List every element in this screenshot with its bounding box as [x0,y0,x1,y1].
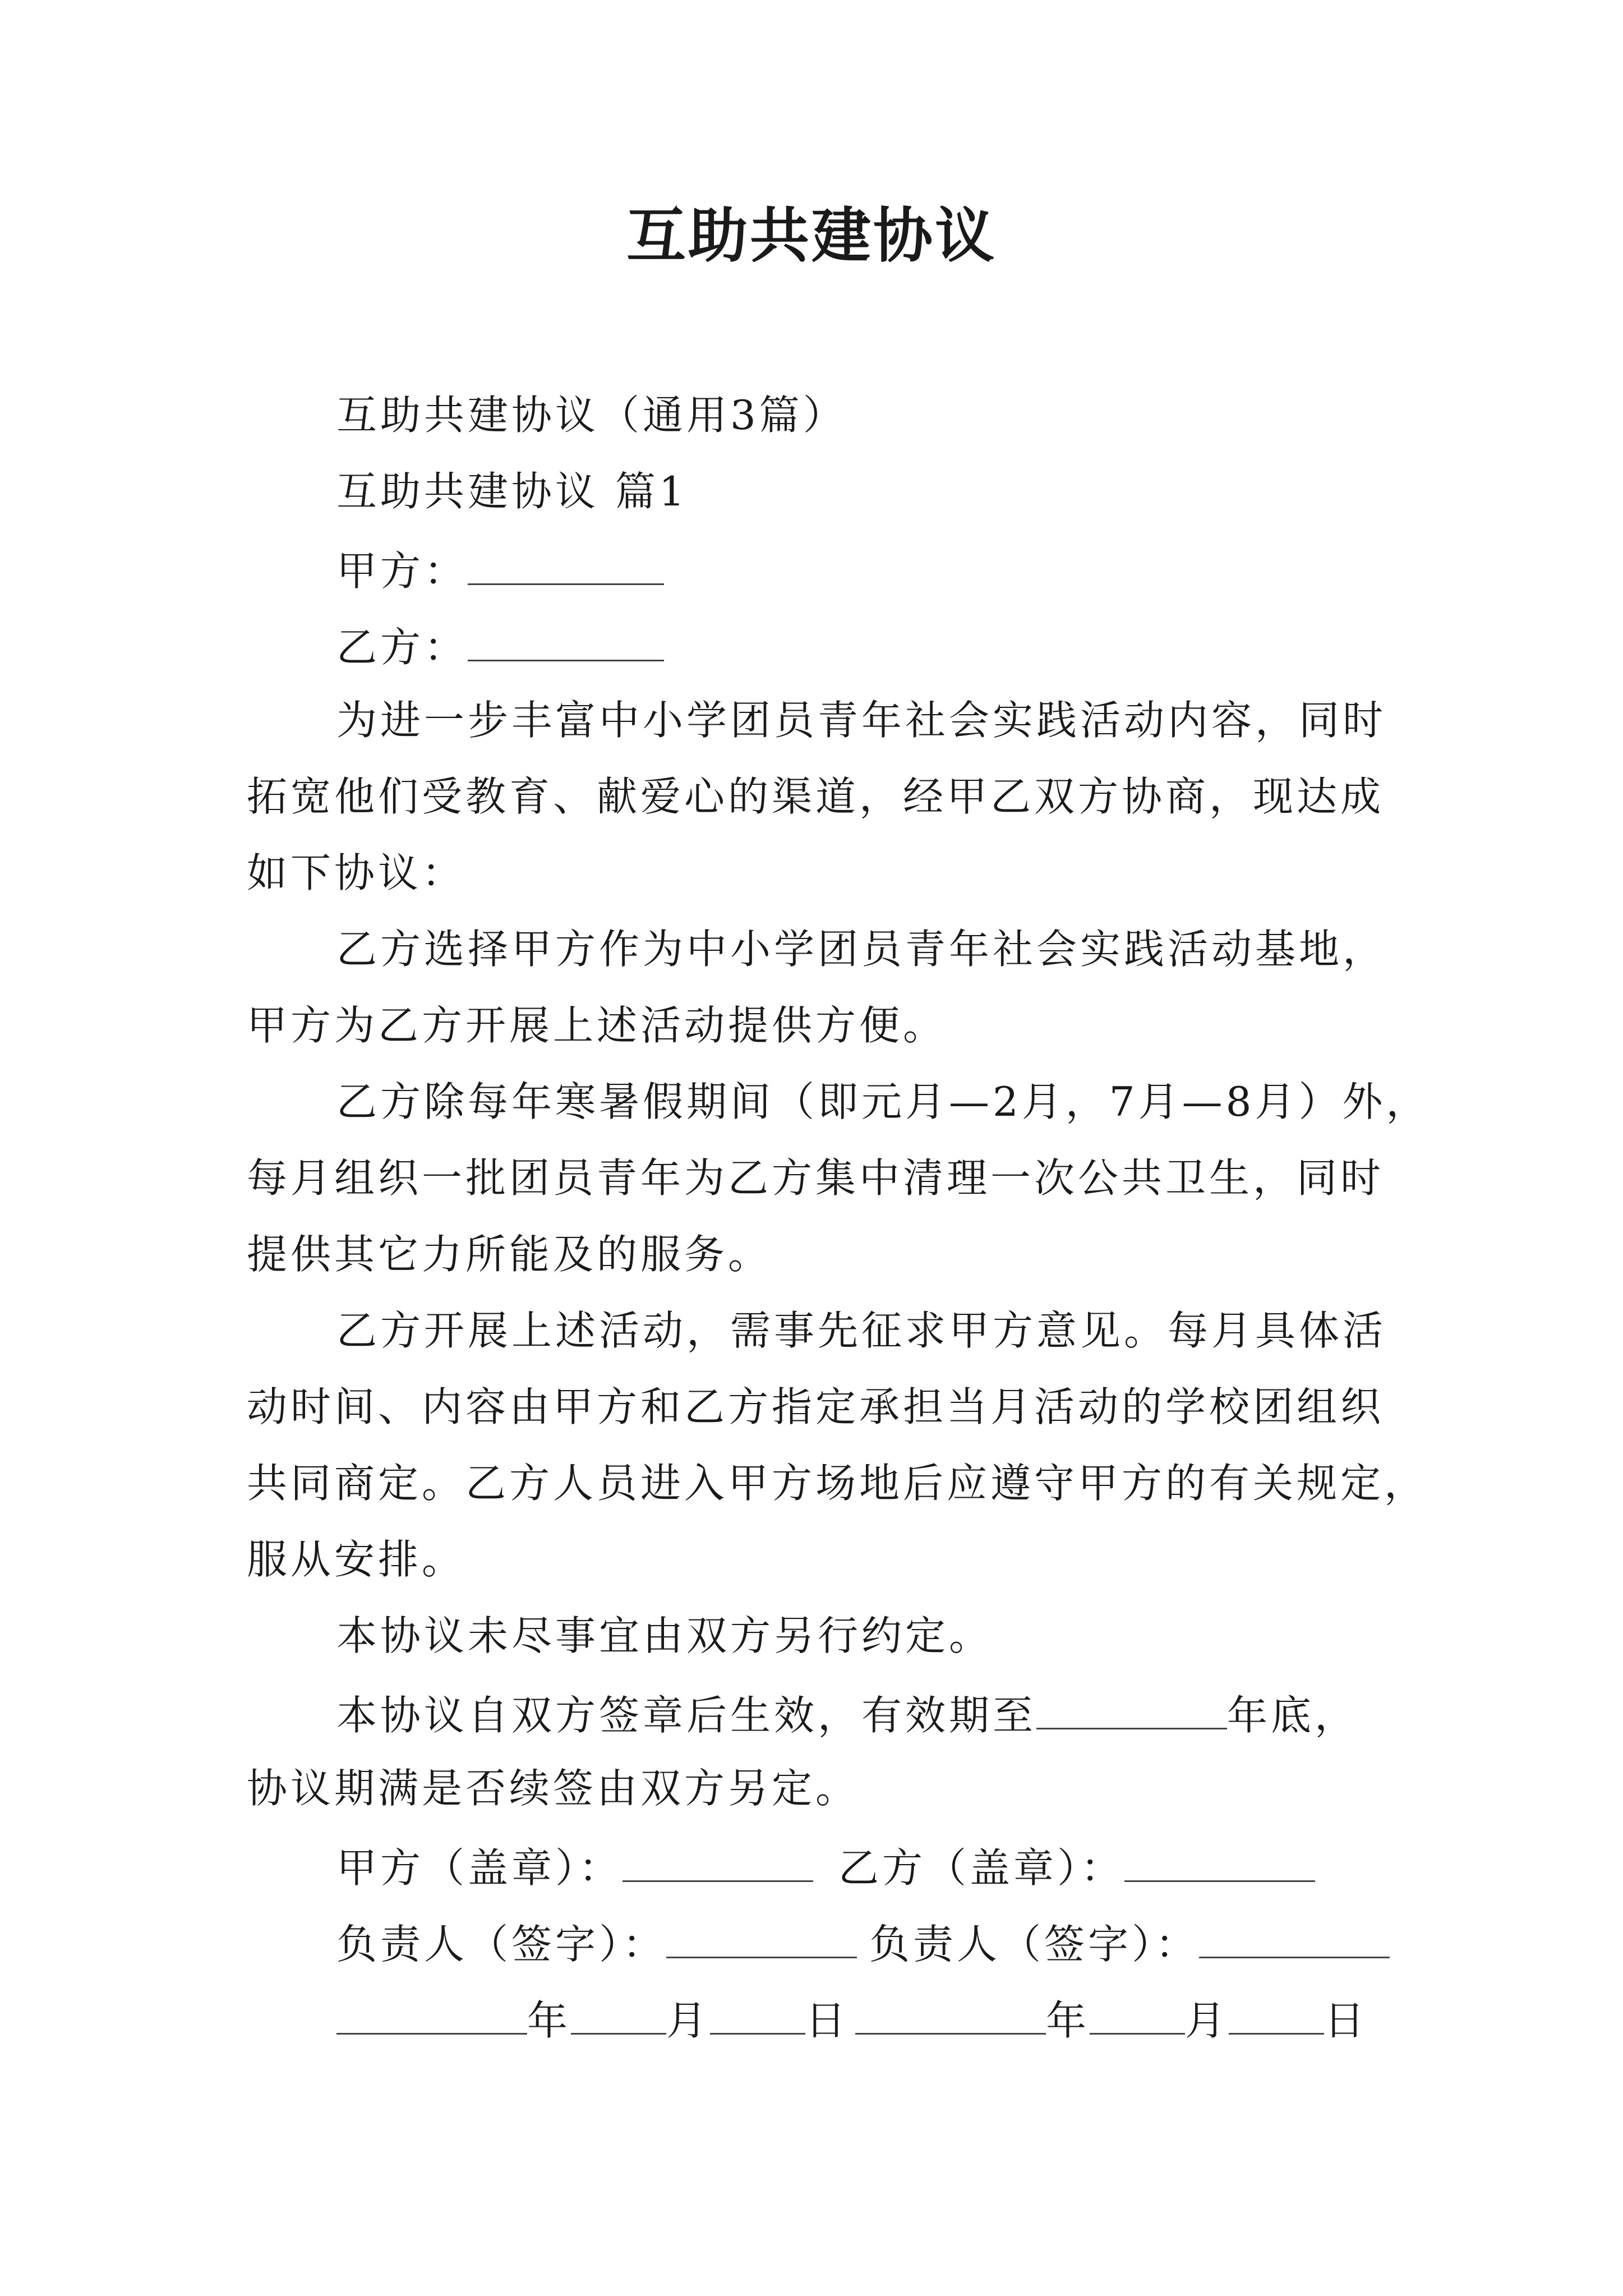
section-heading: 互助共建协议 篇1 [336,468,688,515]
responsible-line [336,1913,857,1972]
paragraph-line: 本协议未尽事宜由双方另行约定。 [336,1612,993,1659]
paragraph-line: 拓宽他们受教育、献爱心的渠道，经甲乙双方协商，现达成 [247,773,1385,820]
seal-a-label: 甲方（盖章）： [336,1844,623,1892]
seal-b-blank [1124,1837,1315,1882]
responsible-a-label: 负责人（签字）： [336,1921,667,1968]
party-a-line [336,540,664,599]
document-subtitle: 互助共建协议（通用3篇） [336,392,847,439]
party-b-blank [468,616,664,661]
responsible-b-group [869,1913,1390,1972]
paragraph-line: 乙方选择甲方作为中小学团员青年社会实践活动基地， [336,926,1387,973]
paragraph-line: 如下协议： [247,849,466,896]
date-a-day-blank [710,1989,805,2035]
validity-text: 本协议自双方签章后生效，有效期至 [336,1692,1037,1739]
validity-year-blank [1036,1684,1227,1729]
responsible-b-label: 负责人（签字）： [869,1921,1200,1968]
responsible-b-blank [1199,1913,1390,1958]
party-b-line [336,616,664,675]
validity-line [336,1684,1358,1743]
date-b-day-blank [1229,1989,1324,2035]
paragraph-line: 甲方为乙方开展上述活动提供方便。 [247,1002,947,1049]
date-b-line [855,1989,1368,2049]
responsible-a-blank [666,1913,857,1958]
paragraph-line: 为进一步丰富中小学团员青年社会实践活动内容，同时 [336,697,1387,744]
seal-a-blank [623,1837,813,1882]
date-a-year-blank [336,1989,527,2035]
seal-line [336,1837,813,1896]
date-a-month: 月 [666,1997,711,2044]
date-b-day: 日 [1324,1997,1368,2044]
date-a-month-blank [571,1989,666,2035]
date-a-year: 年 [527,1997,571,2044]
date-b-year: 年 [1046,1997,1090,2044]
date-b-month: 月 [1185,1997,1229,2044]
paragraph-line: 每月组织一批团员青年为乙方集中清理一次公共卫生，同时 [247,1154,1385,1202]
seal-b-group [838,1837,1315,1896]
paragraph-line: 提供其它力所能及的服务。 [247,1231,772,1278]
paragraph-line: 协议期满是否续签由双方另定。 [247,1765,860,1812]
document-title: 互助共建协议 [626,200,997,270]
date-b-year-blank [855,1989,1046,2035]
seal-b-label: 乙方（盖章）： [838,1844,1125,1892]
validity-suffix: 年底， [1227,1692,1359,1739]
date-a-day: 日 [805,1997,850,2044]
date-b-month-blank [1090,1989,1185,2035]
party-a-blank [468,540,664,585]
paragraph-line: 服从安排。 [247,1536,466,1583]
party-b-label: 乙方： [336,624,468,671]
paragraph-line: 乙方开展上述活动，需事先征求甲方意见。每月具体活 [336,1307,1387,1354]
paragraph-line: 共同商定。乙方人员进入甲方场地后应遵守甲方的有关规定， [247,1460,1428,1507]
paragraph-line: 乙方除每年寒暑假期间（即元月—2月，7月—8月）外， [336,1078,1430,1125]
date-a-line [336,1989,849,2049]
paragraph-line: 动时间、内容由甲方和乙方指定承担当月活动的学校团组织 [247,1383,1385,1430]
party-a-label: 甲方： [336,547,468,595]
